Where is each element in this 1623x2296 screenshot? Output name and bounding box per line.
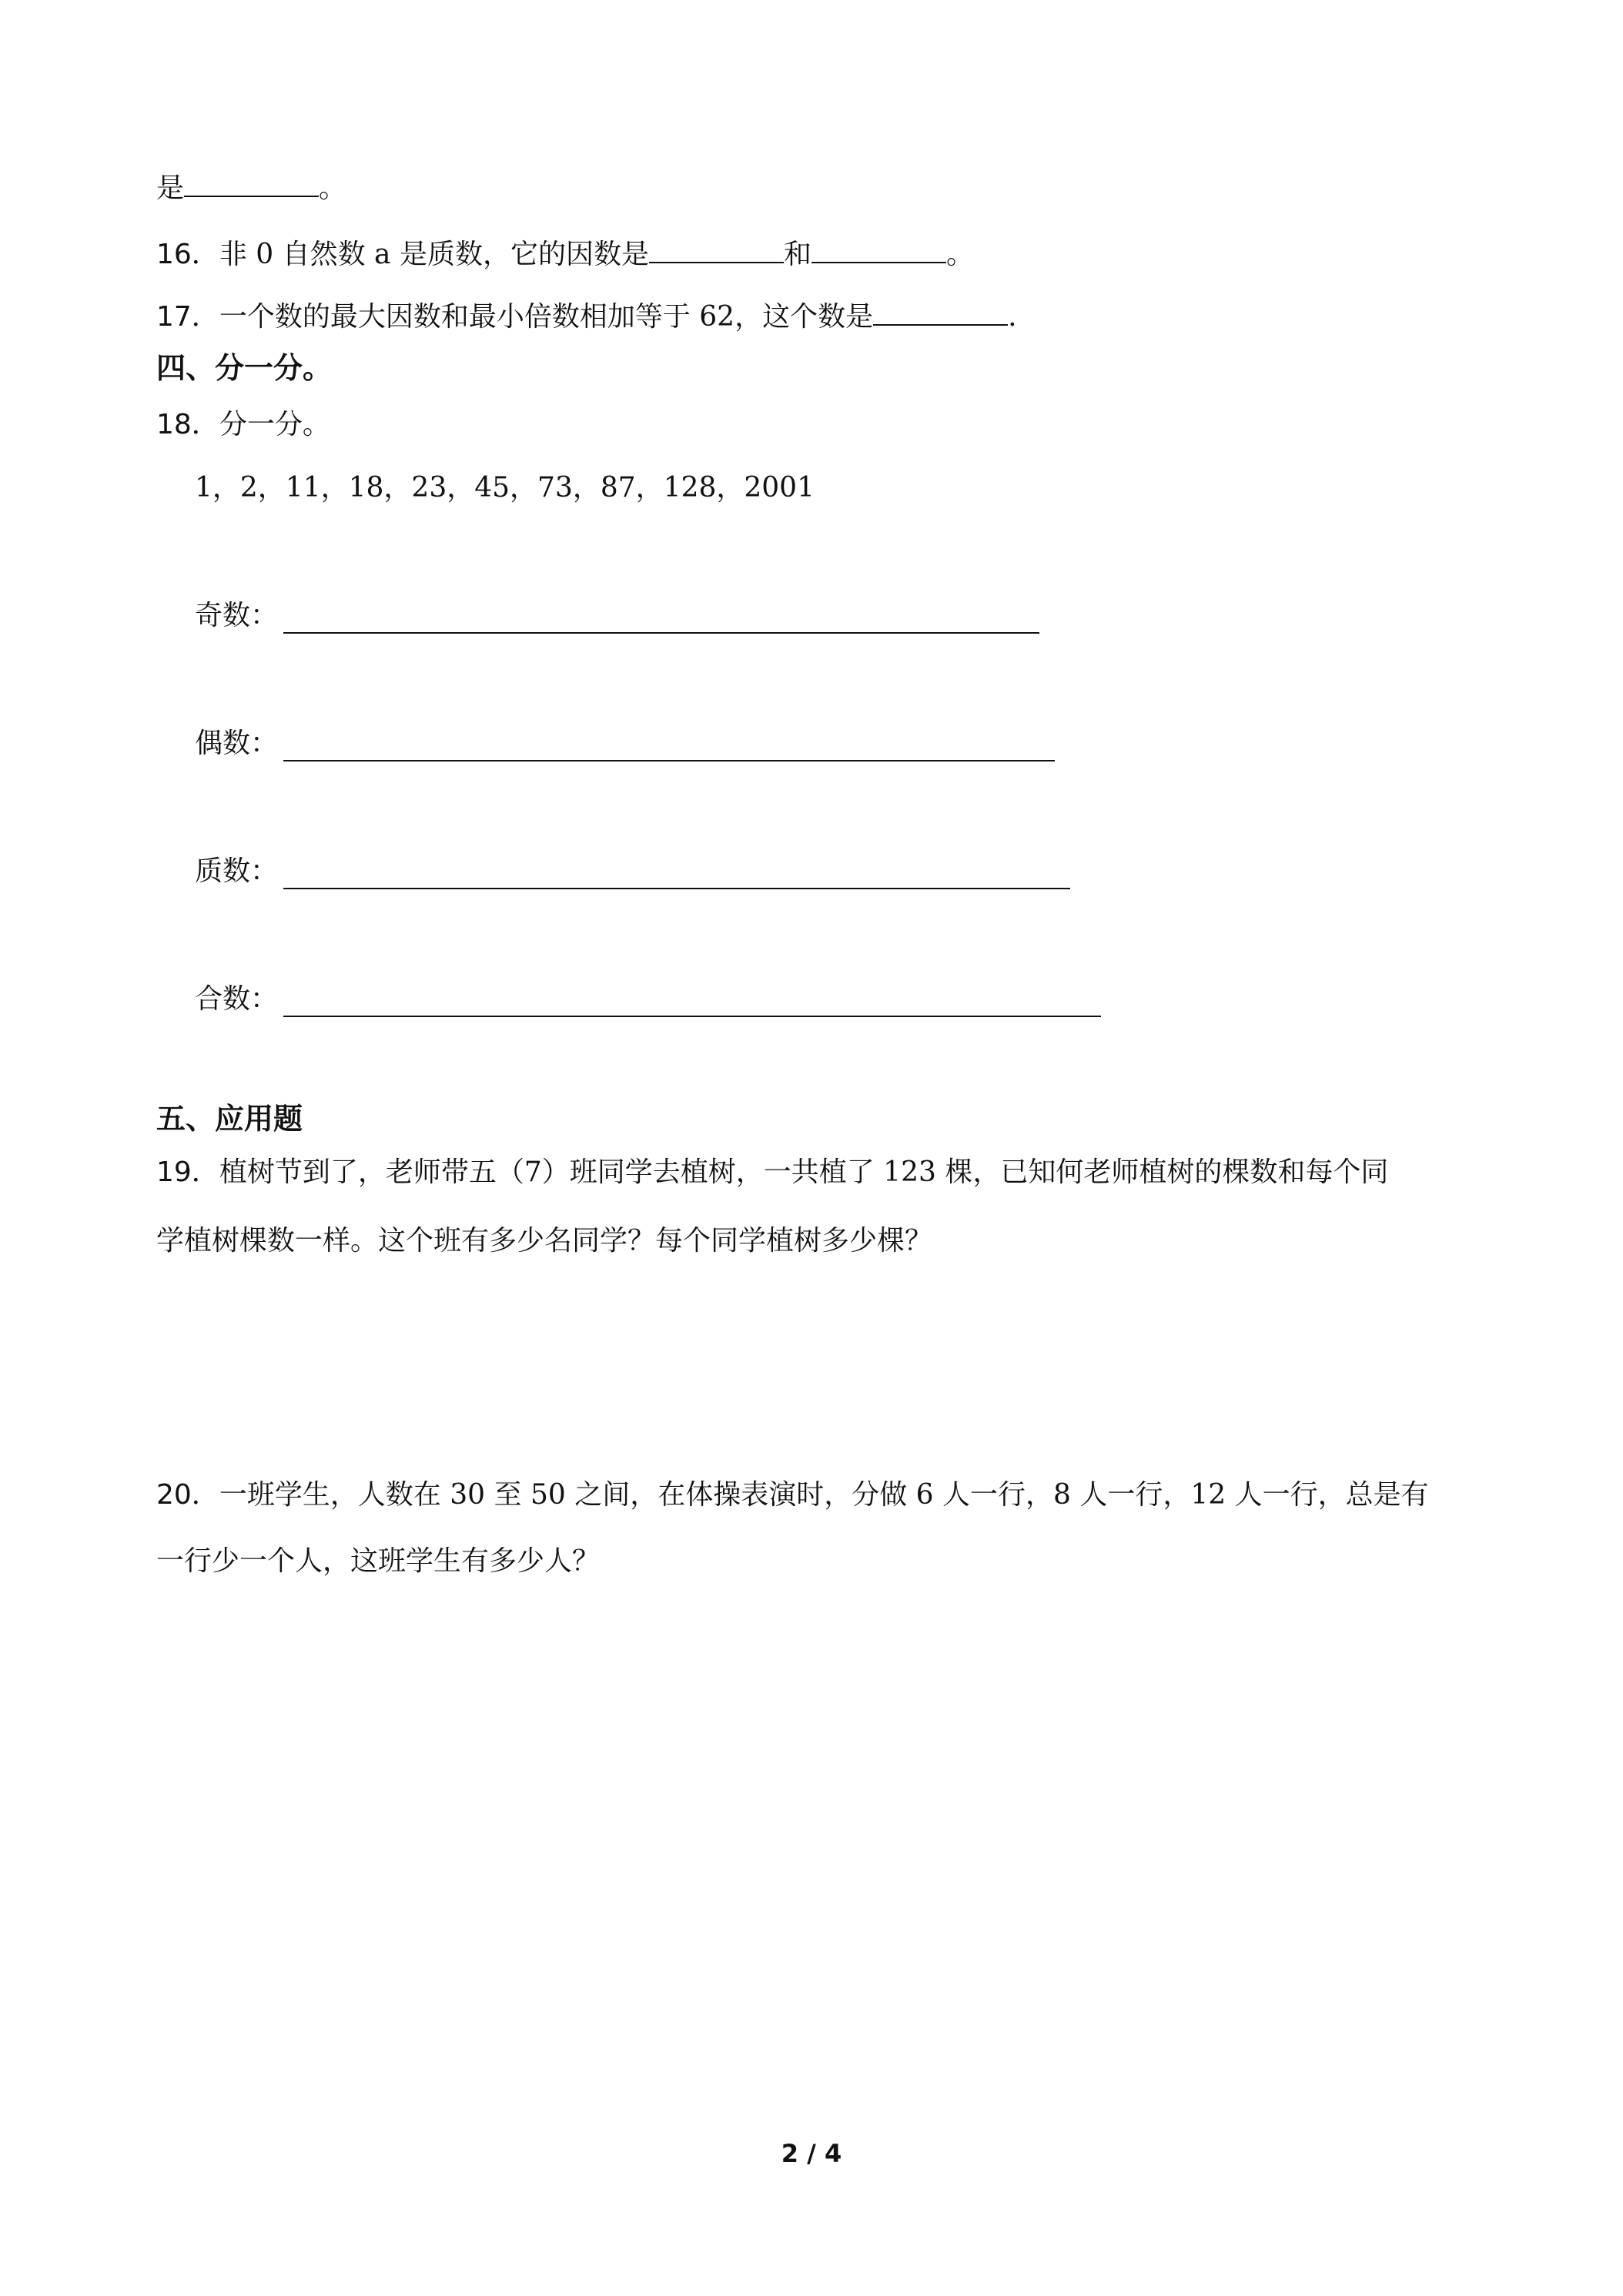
question-17: [156, 296, 1017, 336]
answer-blank[interactable]: [184, 168, 319, 197]
question-number: 19．: [156, 1156, 219, 1188]
question-text: 一班学生，人数在 30 至 50 之间，在体操表演时，分做 6 人一行，8 人一行，12 人一行，总是有: [219, 1479, 1429, 1511]
q15-tail: [156, 168, 346, 208]
question-19: [156, 1153, 1388, 1192]
q15-tail-end: 。: [319, 172, 347, 204]
question-text: 植树节到了，老师带五（7）班同学去植树，一共植了 123 棵，已知何老师植树的棵数和每个同: [219, 1156, 1389, 1188]
question-text-mid: 和: [783, 239, 812, 270]
question-text: 分一分。: [219, 409, 330, 440]
question-number: 20．: [156, 1479, 219, 1511]
section-heading-4: 四、分一分。: [156, 351, 333, 385]
category-even-label: 偶数：: [195, 728, 279, 759]
category-prime-label: 质数：: [195, 855, 279, 887]
category-prime-answer-line[interactable]: [283, 888, 1070, 889]
category-odd-label: 奇数：: [195, 600, 279, 631]
question-19-line2: 学植树棵数一样。这个班有多少名同学？每个同学植树多少棵？: [156, 1225, 933, 1257]
category-composite-label: 合数：: [195, 983, 279, 1015]
category-even-answer-line[interactable]: [283, 760, 1055, 761]
question-text: 一个数的最大因数和最小倍数相加等于 62，这个数是: [219, 301, 874, 333]
answer-blank[interactable]: [873, 296, 1008, 326]
question-16: [156, 234, 974, 274]
section-heading-5: 五、应用题: [156, 1102, 303, 1136]
question-18: [156, 406, 330, 444]
question-number: 16．: [156, 239, 219, 270]
q15-tail-text: 是: [156, 172, 185, 204]
category-composite-answer-line[interactable]: [283, 1016, 1101, 1017]
question-text-end: 。: [945, 239, 974, 270]
question-number: 17．: [156, 301, 219, 333]
answer-blank[interactable]: [649, 234, 784, 263]
question-text: 非 0 自然数 a 是质数，它的因数是: [219, 239, 649, 270]
question-number: 18．: [156, 409, 219, 440]
number-list: 1，2，11，18，23，45，73，87，128，2001: [195, 472, 815, 504]
question-20-line2: 一行少一个人，这班学生有多少人？: [156, 1545, 601, 1577]
answer-blank[interactable]: [812, 234, 946, 263]
question-text-end: .: [1008, 301, 1017, 333]
category-odd-answer-line[interactable]: [283, 632, 1039, 634]
page-number: 2 / 4: [781, 2139, 842, 2168]
question-20: [156, 1476, 1429, 1514]
